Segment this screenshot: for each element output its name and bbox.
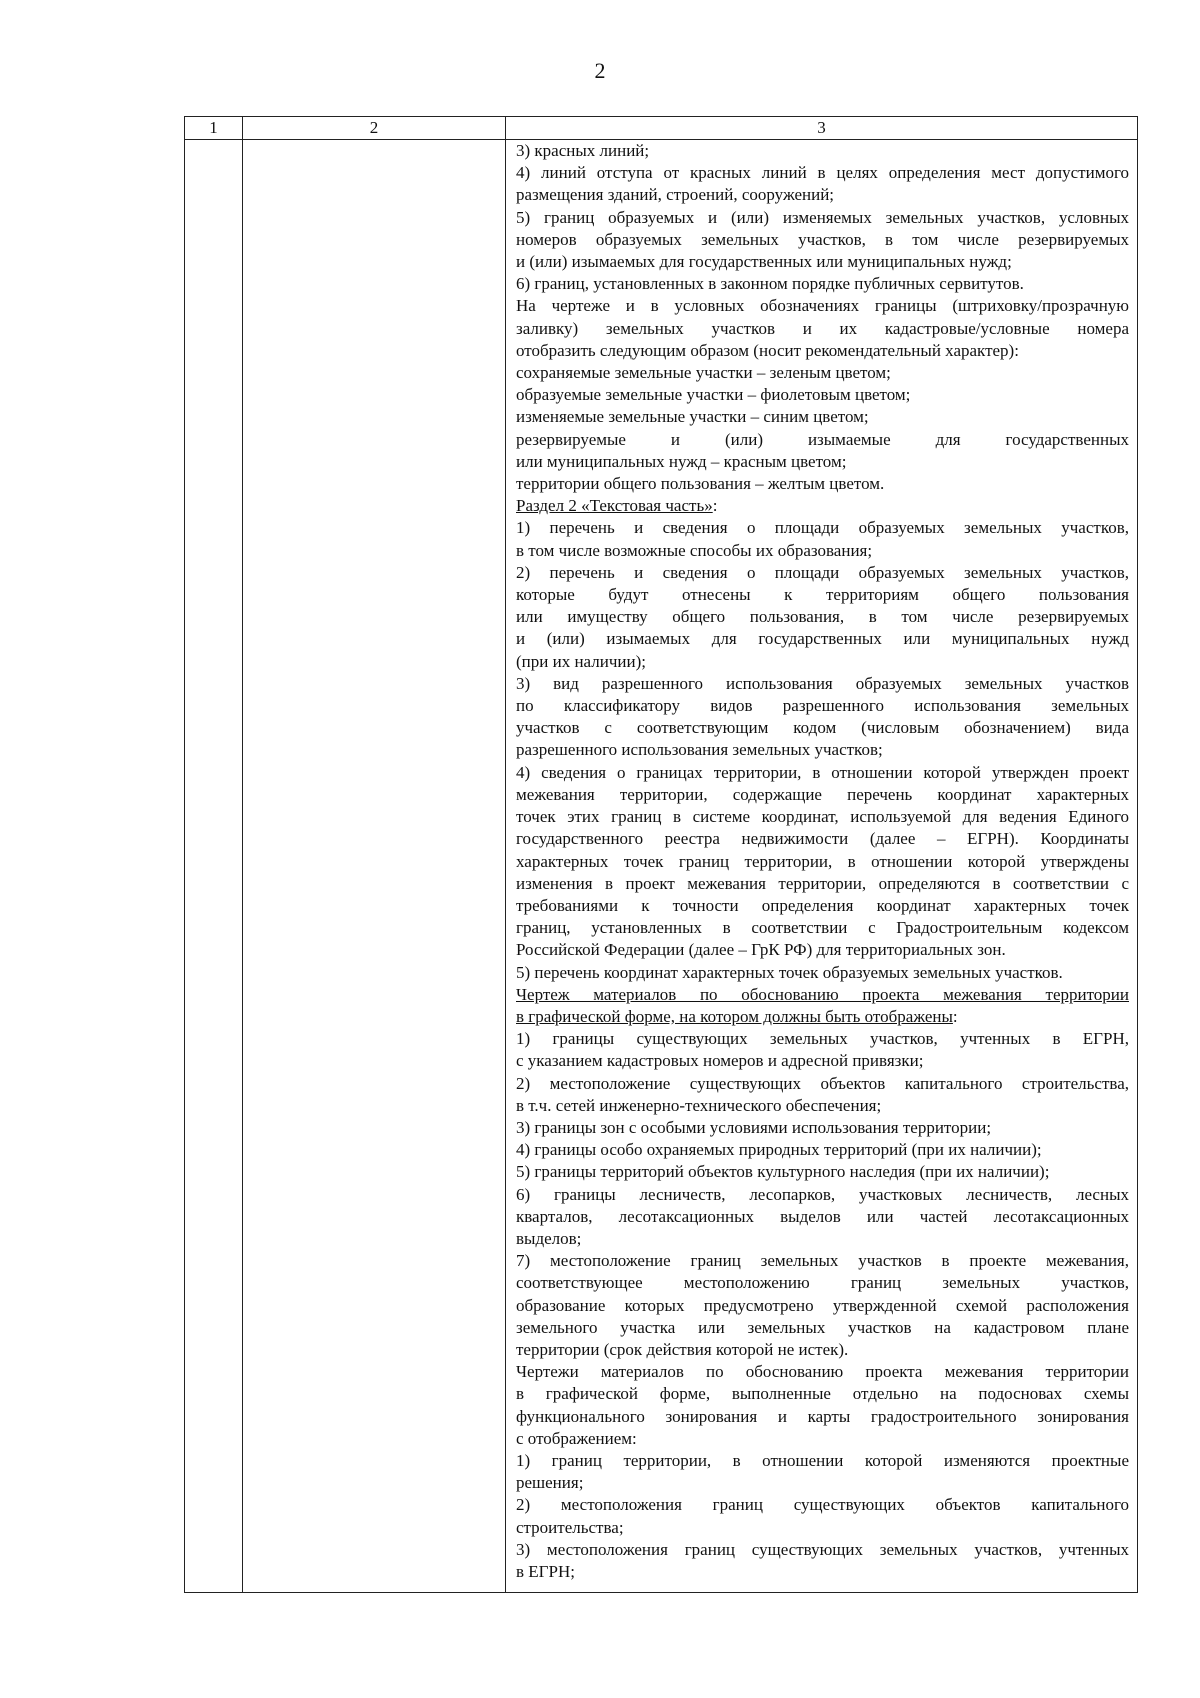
column-header-3: 3 — [506, 117, 1138, 140]
table-header-row — [185, 117, 1138, 140]
table-row — [185, 140, 1138, 1593]
text-line: 3) вид разрешенного использования образуемых земельных участков — [516, 673, 1129, 693]
text-line: кварталов, лесотаксационных выделов или частей лесотаксационных — [516, 1206, 1129, 1226]
text-line: с отображением: — [516, 1428, 637, 1448]
text-line: соответствующее местоположению границ земельных участков, — [516, 1273, 1129, 1293]
text-line: номеров образуемых земельных участков, в том числе резервируемых — [516, 229, 1129, 249]
column-header-2: 2 — [243, 117, 506, 140]
text-line: На чертеже и в условных обозначениях границы (штриховку/прозрачную — [516, 296, 1129, 316]
text-line: заливку) земельных участков и их кадастровые/условные номера — [516, 318, 1129, 338]
text-line: или муниципальных нужд – красным цветом; — [516, 451, 847, 471]
text-line: 4) границы особо охраняемых природных территорий (при их наличии); — [516, 1140, 1042, 1160]
text-line: точек этих границ в системе координат, используемой для ведения Единого — [516, 807, 1129, 827]
text-line: разрешенного использования земельных участков; — [516, 740, 883, 760]
text-line: 1) перечень и сведения о площади образуемых земельных участков, — [516, 518, 1129, 538]
text-line: строительства; — [516, 1517, 624, 1537]
text-line: изменения в проект межевания территории, определяются в соответствии с — [516, 873, 1129, 893]
text-line: и (или) изымаемых для государственных или муниципальных нужд; — [516, 252, 1012, 272]
text-line: сохраняемые земельные участки – зеленым цветом; — [516, 363, 891, 383]
text-line: размещения зданий, строений, сооружений; — [516, 185, 835, 205]
text-line: 3) местоположения границ существующих земельных участков, учтенных — [516, 1539, 1129, 1559]
text-line: образование которых предусмотрено утвержденной схемой расположения — [516, 1295, 1129, 1315]
text-line: 1) границы существующих земельных участков, учтенных в ЕГРН, — [516, 1029, 1129, 1049]
cell-text-content — [506, 140, 1137, 1583]
text-line: 6) границ, установленных в законном порядке публичных сервитутов. — [516, 274, 1024, 294]
text-line: в т.ч. сетей инженерно-технического обеспечения; — [516, 1095, 882, 1115]
text-line: участков с соответствующим кодом (числовым обозначением) вида — [516, 718, 1129, 738]
text-line: (при их наличии); — [516, 651, 646, 671]
text-line: по классификатору видов разрешенного использования земельных — [516, 696, 1129, 716]
text-line: 5) границ образуемых и (или) изменяемых земельных участков, условных — [516, 207, 1129, 227]
text-line: выделов; — [516, 1228, 582, 1248]
page-number: 2 — [594, 58, 606, 83]
text-line: государственного реестра недвижимости (далее – ЕГРН). Координаты — [516, 829, 1129, 849]
text-line: земельного участка или земельных участков на кадастровом плане — [516, 1317, 1129, 1337]
table-cell-col1 — [185, 140, 243, 1593]
text-line: 2) местоположение существующих объектов капитального строительства, — [516, 1073, 1129, 1093]
text-line: которые будут отнесены к территориям общего пользования — [516, 585, 1129, 605]
table-cell-col3 — [506, 140, 1138, 1593]
text-line: границ, установленных в соответствии с Градостроительным кодексом — [516, 918, 1129, 938]
text-line: в графической форме, выполненные отдельно на подосновах схемы — [516, 1384, 1129, 1404]
text-line: изменяемые земельные участки – синим цветом; — [516, 407, 869, 427]
text-line: 7) местоположение границ земельных участков в проекте межевания, — [516, 1251, 1129, 1271]
text-line: требованиями к точности определения координат характерных точек — [516, 895, 1129, 915]
text-line: 4) линий отступа от красных линий в целях определения мест допустимого — [516, 163, 1129, 183]
text-line: 6) границы лесничеств, лесопарков, участковых лесничеств, лесных — [516, 1184, 1129, 1204]
text-line: 2) перечень и сведения о площади образуемых земельных участков, — [516, 562, 1129, 582]
text-line: 2) местоположения границ существующих объектов капитального — [516, 1495, 1129, 1515]
text-line: 3) красных линий; — [516, 141, 650, 160]
text-line: межевания территории, содержащие перечень координат характерных — [516, 784, 1129, 804]
text-line: в ЕГРН; — [516, 1562, 575, 1581]
table-cell-col2 — [243, 140, 506, 1593]
text-line: 5) границы территорий объектов культурного наследия (при их наличии); — [516, 1162, 1050, 1182]
text-line: 3) границы зон с особыми условиями использования территории; — [516, 1117, 992, 1137]
requirements-table — [184, 116, 1138, 1593]
text-line: территории общего пользования – желтым цветом. — [516, 474, 885, 494]
text-line: и (или) изымаемых для государственных или муниципальных нужд — [516, 629, 1129, 649]
text-line: 4) сведения о границах территории, в отношении которой утвержден проект — [516, 762, 1129, 782]
text-line: Раздел 2 «Текстовая часть»: — [516, 496, 718, 516]
text-line: Российской Федерации (далее – ГрК РФ) для территориальных зон. — [516, 940, 1006, 960]
text-line: территории (срок действия которой не истек). — [516, 1339, 849, 1359]
text-line: 1) границ территории, в отношении которой изменяются проектные — [516, 1450, 1129, 1470]
text-line: функционального зонирования и карты градостроительного зонирования — [516, 1406, 1129, 1426]
text-line: в графической форме, на котором должны быть отображены: — [516, 1006, 958, 1026]
text-line: Чертеж материалов по обоснованию проекта межевания территории — [516, 984, 1129, 1004]
text-line: решения; — [516, 1473, 584, 1493]
text-line: образуемые земельные участки – фиолетовым цветом; — [516, 385, 911, 405]
column-header-1: 1 — [185, 117, 243, 140]
text-line: с указанием кадастровых номеров и адресной привязки; — [516, 1051, 924, 1071]
text-line: отобразить следующим образом (носит рекомендательный характер): — [516, 340, 1019, 360]
text-line: резервируемые и (или) изымаемые для государственных — [516, 429, 1129, 449]
text-line: Чертежи материалов по обоснованию проекта межевания территории — [516, 1362, 1129, 1382]
text-line: в том числе возможные способы их образования; — [516, 540, 873, 560]
text-line: или имуществу общего пользования, в том числе резервируемых — [516, 607, 1129, 627]
text-line: характерных точек границ территории, в отношении которой утверждены — [516, 851, 1129, 871]
text-line: 5) перечень координат характерных точек образуемых земельных участков. — [516, 962, 1063, 982]
